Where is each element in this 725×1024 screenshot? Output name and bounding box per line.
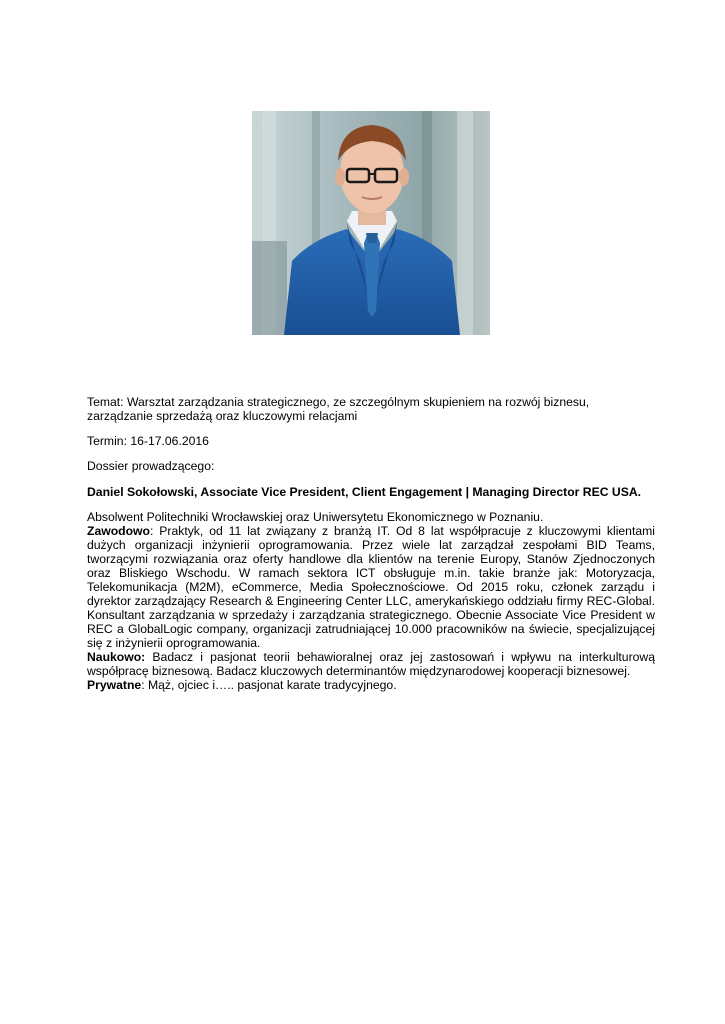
professional-label: Zawodowo (87, 524, 150, 538)
dossier-label: Dossier prowadzącego: (87, 459, 215, 473)
name-heading: Daniel Sokołowski, Associate Vice President, Client Engagement | Managing Director REC USA. (87, 485, 642, 499)
topic-line-1: Temat: Warsztat zarządzania strategicznego, ze szczególnym skupieniem na rozwój biznesu, (87, 395, 590, 409)
topic-text (87, 395, 655, 423)
portrait-photo (252, 111, 490, 335)
private-text: : Mąż, ojciec i….. pasjonat karate tradycyjnego. (141, 678, 397, 692)
topic-line-2: zarządzanie sprzedażą oraz kluczowymi relacjami (87, 409, 358, 423)
professional-text: : Praktyk, od 11 lat związany z branżą IT. Od 8 lat współpracuje z kluczowymi klientami dużych organizacji inżynierii oprogramowania. Przez wiele lat zarządzał zespołami BID Teams, tworzącymi rozwiązania oraz oferty handlowe dla klientów na terenie Europy, Stanów Zjednoczonych oraz Bliskiego Wschodu. W ramach sektora ICT obsługuje m.in. takie branże jak: Motoryzacja, Telekomunikacja (M2M), eCommerce, Media Społecznościowe. Od 2015 roku, członek zarządu i dyrektor zarządzający Research & Engineering Center LLC, amerykańskiego oddziału firmy REC-Global. Konsultant zarządzania w sprzedaży i zarządzania strategicznego. Obecnie Associate Vice President w REC a GlobalLogic company, organizacji zatrudniającej 10.000 pracowników na świecie, specjalizującej się z inżynierii oprogramowania. (87, 524, 655, 650)
private-label: Prywatne (87, 678, 142, 692)
private-paragraph (87, 678, 655, 692)
term-text: Termin: 16-17.06.2016 (87, 434, 209, 448)
professional-paragraph (87, 524, 655, 650)
education-paragraph: Absolwent Politechniki Wrocławskiej oraz Uniwersytetu Ekonomicznego w Poznaniu. (87, 510, 544, 524)
scientific-text: Badacz i pasjonat teorii behawioralnej oraz jej zastosowań i wpływu na interkulturową współpracę biznesową. Badacz kluczowych determinantów międzynarodowej kooperacji biznesowej. (87, 650, 655, 678)
bio-section (87, 510, 655, 692)
scientific-label: Naukowo: (87, 650, 146, 664)
scientific-paragraph (87, 650, 655, 678)
